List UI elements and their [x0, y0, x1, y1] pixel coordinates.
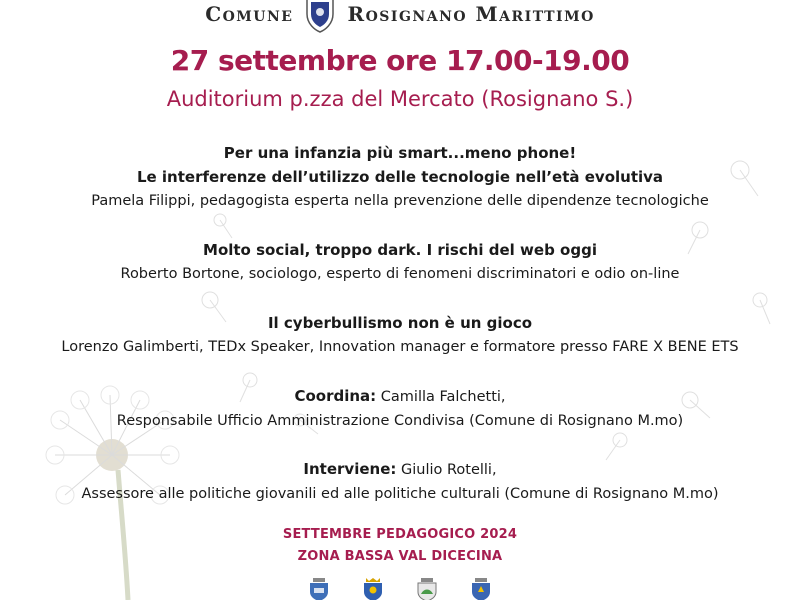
- talk-block-1: [0, 141, 800, 213]
- municipality-crest-icon-3: [416, 578, 438, 600]
- interviene-block: [0, 457, 800, 506]
- header-word-left: Comune: [205, 2, 294, 26]
- municipality-crest-icon-1: [308, 578, 330, 600]
- header-banner: [0, 0, 800, 34]
- interviene-role: Assessore alle politiche giovanili ed alle politiche culturali (Comune di Rosignano M.mo): [81, 486, 719, 502]
- talk-1-title-line2: Le interferenze dell’utilizzo delle tecnologie nell’età evolutiva: [136, 168, 664, 186]
- interviene-name: Giulio Rotelli,: [396, 462, 497, 478]
- interviene-label: Interviene:: [303, 460, 397, 478]
- talk-2-speaker: Roberto Bortone, sociologo, esperto di fenomeni discriminatori e odio on-line: [120, 266, 680, 282]
- event-venue: Auditorium p.zza del Mercato (Rosignano S.): [166, 87, 634, 111]
- coordina-role: Responsabile Ufficio Amministrazione Condivisa (Comune di Rosignano M.mo): [116, 413, 684, 429]
- talk-block-3: [0, 311, 800, 359]
- coordina-label: Coordina:: [294, 387, 377, 405]
- talk-2-title: Molto social, troppo dark. I rischi del web oggi: [203, 241, 597, 259]
- footer-line-2: ZONA BASSA VAL DICECINA: [297, 549, 503, 564]
- talk-1-title-line1: Per una infanzia più smart...meno phone!: [223, 144, 577, 162]
- talk-block-2: [0, 238, 800, 286]
- municipality-crest-icon-4: [470, 578, 492, 600]
- coordina-name: Camilla Falchetti,: [376, 389, 506, 405]
- event-date-time: 27 settembre ore 17.00-19.00: [170, 44, 630, 77]
- municipality-logos-row: [0, 578, 800, 600]
- municipal-crest-icon: [303, 0, 337, 34]
- talk-3-speaker: Lorenzo Galimberti, TEDx Speaker, Innovation manager e formatore presso FARE X BENE ETS: [61, 339, 739, 355]
- talk-3-title: Il cyberbullismo non è un gioco: [267, 314, 533, 332]
- coordina-block: [0, 384, 800, 433]
- footer-line-1: SETTEMBRE PEDAGOGICO 2024: [282, 527, 518, 542]
- talk-1-speaker: Pamela Filippi, pedagogista esperta nella prevenzione delle dipendenze tecnologiche: [91, 193, 709, 209]
- header-word-right: Rosignano Marittimo: [347, 2, 595, 26]
- municipality-crest-icon-2: [362, 578, 384, 600]
